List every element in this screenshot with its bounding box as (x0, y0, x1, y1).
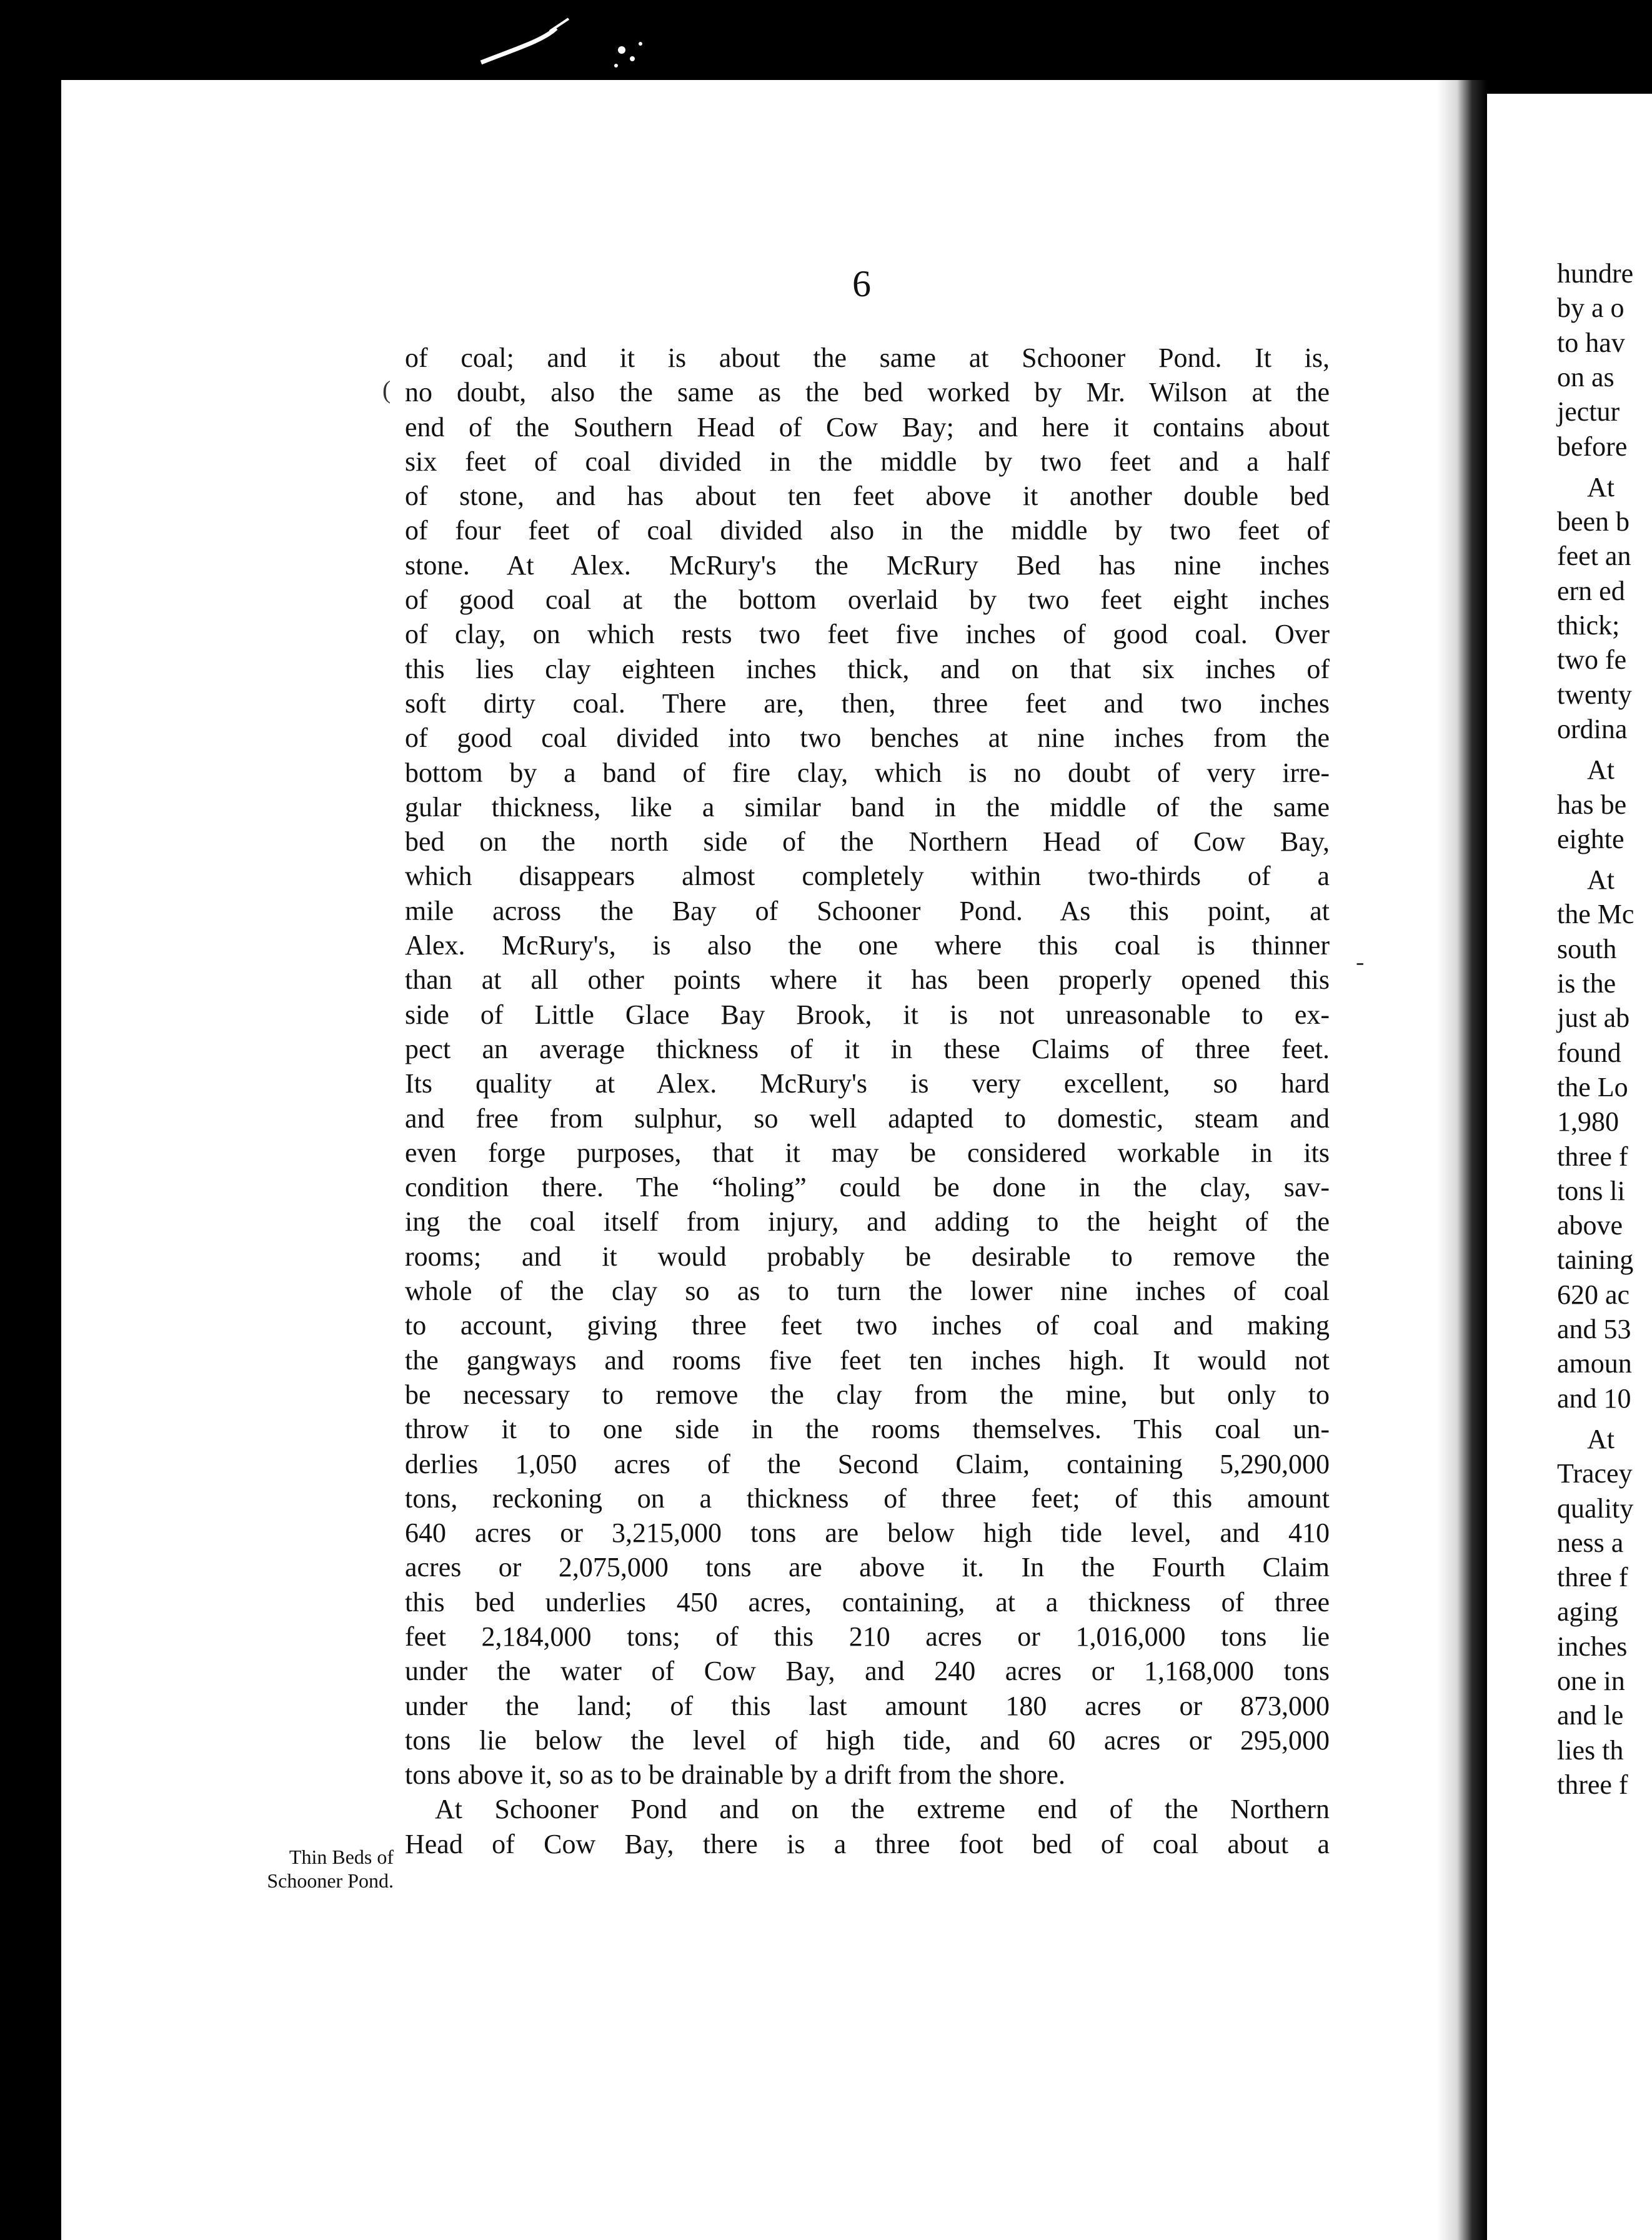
facing-page-line: At (1587, 471, 1615, 502)
text-line: than at all other points where it has been properly opened this (405, 964, 1330, 996)
facing-page-line: quality (1557, 1492, 1634, 1524)
text-line: tons, reckoning on a thickness of three feet; of this amount (405, 1482, 1330, 1514)
text-line: no doubt, also the same as the bed worked by Mr. Wilson at the (405, 377, 1330, 408)
facing-page-line: and 10 (1557, 1382, 1631, 1414)
facing-page-line: 1,980 (1557, 1106, 1619, 1138)
facing-page (1487, 94, 1652, 2240)
text-line: ing the coal itself from injury, and adding to the height of the (405, 1206, 1330, 1238)
page-gutter-shadow (1437, 80, 1487, 2240)
text-line: Its quality at Alex. McRury's is very excellent, so hard (405, 1068, 1330, 1099)
text-line: Alex. McRury's, is also the one where this coal is thinner (405, 930, 1330, 961)
text-line: 640 acres or 3,215,000 tons are below high tide level, and 410 (405, 1518, 1330, 1549)
facing-page-line: and 53 (1557, 1314, 1631, 1344)
facing-page-line: inches (1557, 1631, 1628, 1662)
facing-page-line: ordina (1557, 713, 1628, 744)
facing-page-line: the Mc (1557, 899, 1635, 930)
facing-page-line: has be (1557, 789, 1627, 820)
text-line: rooms; and it would probably be desirable to remove the (405, 1241, 1330, 1272)
text-line: under the water of Cow Bay, and 240 acres or 1,168,000 tons (405, 1656, 1330, 1687)
facing-page-line: ern ed (1557, 575, 1625, 606)
text-line: side of Little Glace Bay Brook, it is not unreasonable to ex- (405, 999, 1330, 1030)
text-line: to account, giving three feet two inches of coal and making (405, 1310, 1330, 1341)
text-line: acres or 2,075,000 tons are above it. In the Fourth Claim (405, 1552, 1330, 1583)
text-line: pect an average thickness of it in these Claims of three feet. (405, 1033, 1330, 1064)
margin-sidenote (175, 1845, 394, 1892)
text-line: derlies 1,050 acres of the Second Claim, containing 5,290,000 (405, 1448, 1330, 1479)
facing-page-line: lies th (1557, 1734, 1624, 1766)
facing-page-line: before (1557, 431, 1628, 462)
facing-page-line: and le (1557, 1700, 1624, 1731)
text-line: gular thickness, like a similar band in the middle of the same (405, 791, 1330, 822)
text-line: stone. At Alex. McRury's the McRury Bed has nine inches (405, 549, 1330, 581)
sidenote-line: Schooner Pond. (267, 1869, 394, 1892)
facing-page-line: 620 ac (1557, 1279, 1630, 1310)
facing-page-line: found (1557, 1037, 1621, 1068)
facing-page-line: ness a (1557, 1527, 1624, 1558)
facing-page-line: jectur (1557, 396, 1620, 428)
scan-debris-marks (475, 6, 700, 75)
text-line: mile across the Bay of Schooner Pond. As this point, at (405, 895, 1330, 926)
facing-page-line: the Lo (1557, 1071, 1628, 1102)
facing-page-line: is the (1557, 968, 1616, 999)
text-line: of four feet of coal divided also in the middle by two feet of (405, 515, 1330, 546)
facing-page-line: At (1587, 864, 1615, 896)
text-line: Head of Cow Bay, there is a three foot bed of coal about a (405, 1828, 1330, 1859)
facing-page-line: been b (1557, 506, 1630, 538)
text-line: six feet of coal divided in the middle by two feet and a half (405, 446, 1330, 477)
text-line: of clay, on which rests two feet five inches of good coal. Over (405, 619, 1330, 650)
facing-page-line: taining (1557, 1244, 1634, 1276)
facing-page-line: thick; (1557, 610, 1620, 641)
sidenote-line: Thin Beds of (289, 1846, 394, 1868)
facing-page-line: At (1587, 1423, 1615, 1454)
text-line: and free from sulphur, so well adapted to domestic, steam and (405, 1102, 1330, 1134)
text-line: throw it to one side in the rooms themselves. This coal un- (405, 1414, 1330, 1445)
facing-page-line: tons li (1557, 1175, 1625, 1206)
facing-page-line: feet an (1557, 541, 1631, 572)
text-line: soft dirty coal. There are, then, three feet and two inches (405, 688, 1330, 719)
facing-page-line: on as (1557, 361, 1615, 392)
facing-page-line: aging (1557, 1596, 1618, 1628)
facing-page-line: three f (1557, 1769, 1628, 1800)
text-line: bed on the north side of the Northern Head of Cow Bay, (405, 826, 1330, 858)
facing-page-line: At (1587, 754, 1615, 786)
facing-page-line: just ab (1557, 1002, 1630, 1034)
text-line: under the land; of this last amount 180 acres or 873,000 (405, 1690, 1330, 1721)
margin-mark: ( (382, 376, 391, 404)
text-line: end of the Southern Head of Cow Bay; and here it contains about (405, 411, 1330, 442)
facing-page-line: three f (1557, 1141, 1628, 1172)
facing-page-line: three f (1557, 1562, 1628, 1593)
text-line: condition there. The “holing” could be done in the clay, sav- (405, 1172, 1330, 1203)
text-line: be necessary to remove the clay from the mine, but only to (405, 1379, 1330, 1410)
facing-page-line: hundre (1557, 258, 1634, 289)
text-line: which disappears almost completely within two-thirds of a (405, 861, 1330, 892)
facing-page-line: by a o (1557, 292, 1625, 324)
facing-page-line: twenty (1557, 679, 1632, 710)
page-number: 6 (852, 263, 871, 304)
body-text (405, 341, 1330, 1861)
text-line: this lies clay eighteen inches thick, and on that six inches of (405, 653, 1330, 684)
text-line: feet 2,184,000 tons; of this 210 acres or 1,016,000 tons lie (405, 1621, 1330, 1652)
facing-page-line: to hav (1557, 327, 1625, 358)
text-line: of good coal divided into two benches at nine inches from the (405, 722, 1330, 754)
facing-page-line: amoun (1557, 1348, 1632, 1379)
facing-page-line: Tracey (1557, 1458, 1633, 1489)
text-line: tons lie below the level of high tide, and 60 acres or 295,000 (405, 1724, 1330, 1756)
facing-page-line: eighte (1557, 823, 1625, 854)
text-line: At Schooner Pond and on the extreme end of the Northern (435, 1794, 1330, 1825)
text-line: of good coal at the bottom overlaid by two feet eight inches (405, 584, 1330, 616)
text-line: of stone, and has about ten feet above it another double bed (405, 481, 1330, 512)
text-line: even forge purposes, that it may be considered workable in its (405, 1137, 1330, 1168)
facing-page-line: two fe (1557, 644, 1627, 676)
facing-page-line: south (1557, 933, 1617, 964)
text-line: bottom by a band of fire clay, which is no doubt of very irre- (405, 757, 1330, 788)
text-line: this bed underlies 450 acres, containing, at a thickness of three (405, 1586, 1330, 1618)
facing-page-line: one in (1557, 1666, 1625, 1696)
text-line: of coal; and it is about the same at Schooner Pond. It is, (405, 342, 1330, 373)
text-line: whole of the clay so as to turn the lower nine inches of coal (405, 1276, 1330, 1307)
margin-mark: - (1356, 948, 1365, 976)
text-line: tons above it, so as to be drainable by a drift from the shore. (405, 1759, 1065, 1791)
text-line: the gangways and rooms five feet ten inches high. It would not (405, 1344, 1330, 1376)
facing-page-line: above (1557, 1210, 1623, 1241)
